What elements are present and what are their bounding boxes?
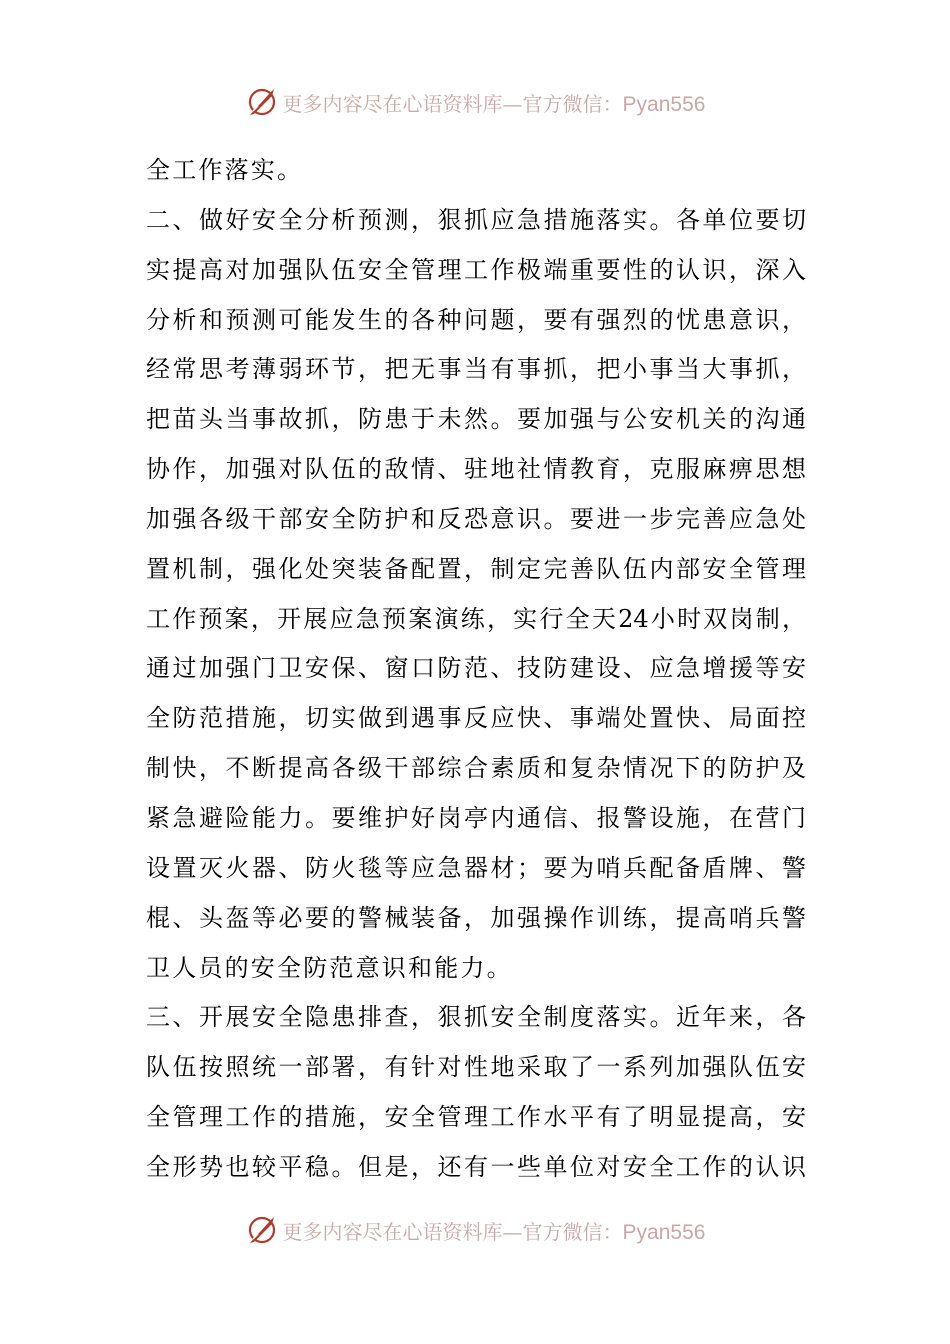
text-line: 制快，不断提高各级干部综合素质和复杂情况下的防护及 <box>146 754 806 783</box>
text-line: 设置灭火器、防火毯等应急器材；要为哨兵配备盾牌、警 <box>146 853 806 882</box>
quill-pen-logo-icon <box>245 1213 279 1247</box>
text-line: 二、做好安全分析预测，狠抓应急措施落实。各单位要切 <box>146 205 806 234</box>
watermark-footer <box>0 1210 950 1250</box>
watermark-text <box>283 1216 706 1245</box>
watermark-text <box>283 88 706 117</box>
text-line: 通过加强门卫安保、窗口防范、技防建设、应急增援等安 <box>146 654 806 683</box>
text-line: 把苗头当事故抓，防患于未然。要加强与公安机关的沟通 <box>146 405 806 434</box>
text-line: 紧急避险能力。要维护好岗亭内通信、报警设施，在营门 <box>146 803 806 832</box>
text-line: 卫人员的安全防范意识和能力。 <box>146 953 513 982</box>
text-line: 实提高对加强队伍安全管理工作极端重要性的认识，深入 <box>146 255 806 284</box>
text-line: 分析和预测可能发生的各种问题，要有强烈的忧患意识， <box>146 305 806 334</box>
text-line: 棍、头盔等必要的警械装备，加强操作训练，提高哨兵警 <box>146 903 806 932</box>
text-line: 全形势也较平稳。但是，还有一些单位对安全工作的认识 <box>146 1152 806 1181</box>
text-line: 全工作落实。 <box>146 156 304 184</box>
watermark-account: Pyan556 <box>622 1220 706 1244</box>
text-line: 置机制，强化处突装备配置，制定完善队伍内部安全管理 <box>146 554 806 583</box>
quill-pen-logo-icon <box>245 85 279 119</box>
watermark-header <box>0 82 950 122</box>
text-line: 全防范措施，切实做到遇事反应快、事端处置快、局面控 <box>146 704 806 733</box>
text-line: 三、开展安全隐患排查，狠抓安全制度落实。近年来，各 <box>146 1003 806 1032</box>
text-line: 经常思考薄弱环节，把无事当有事抓，把小事当大事抓， <box>146 355 806 384</box>
text-line: 队伍按照统一部署，有针对性地采取了一系列加强队伍安 <box>146 1053 806 1082</box>
watermark-account: Pyan556 <box>622 92 706 116</box>
text-line: 加强各级干部安全防护和反恐意识。要进一步完善应急处 <box>146 504 806 533</box>
text-line: 工作预案，开展应急预案演练，实行全天24小时双岗制， <box>146 604 806 633</box>
watermark-site-text: 更多内容尽在心语资料库—官方微信： <box>282 91 623 116</box>
text-line: 协作，加强对队伍的敌情、驻地社情教育，克服麻痹思想 <box>146 455 806 484</box>
document-body <box>146 146 806 1193</box>
watermark-site-text: 更多内容尽在心语资料库—官方微信： <box>282 1219 623 1244</box>
text-line: 全管理工作的措施，安全管理工作水平有了明显提高，安 <box>146 1103 806 1132</box>
